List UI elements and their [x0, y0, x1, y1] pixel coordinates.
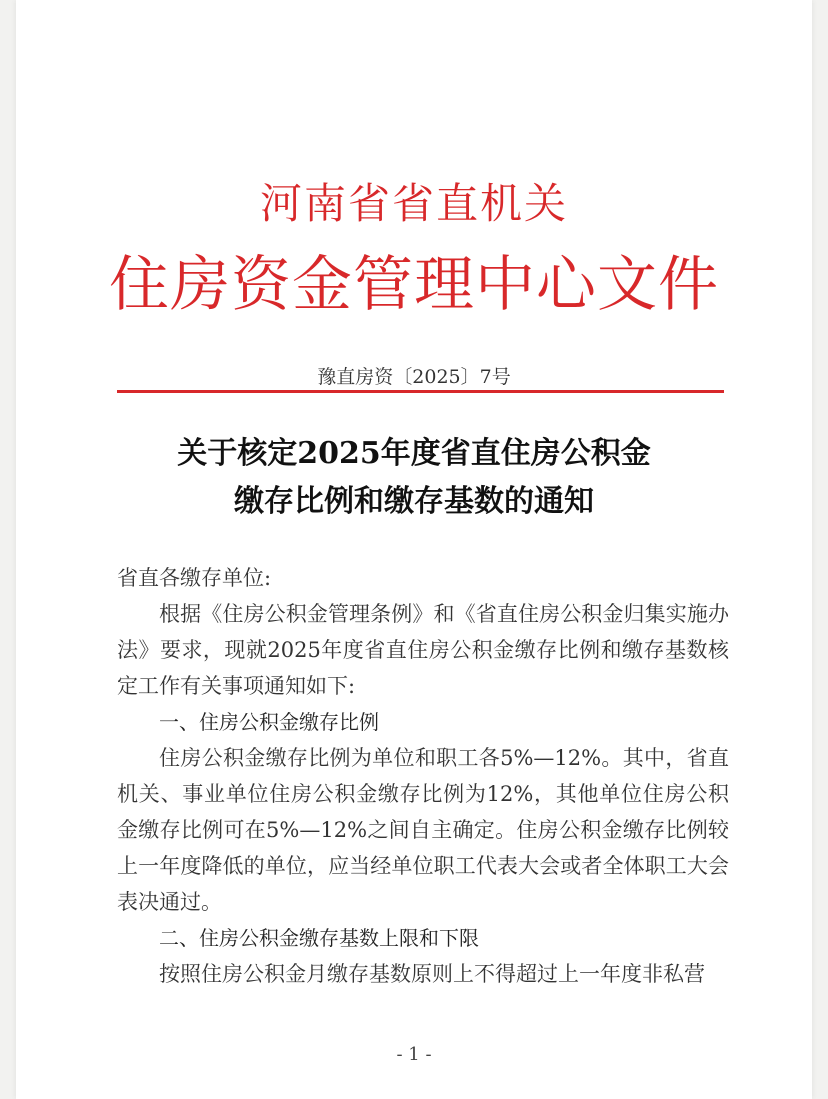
section1-paragraph: 住房公积金缴存比例为单位和职工各5%—12%。其中，省直机关、事业单位住房公积金缴存比例为12%，其他单位住房公积金缴存比例可在5%—12%之间自主确定。住房公积金缴存比例较上一年度降低的单位，应当经单位职工代表大会或者全体职工大会表决通过。	[117, 746, 729, 914]
document-title	[0, 430, 828, 526]
issuer-name-line1: 河南省省直机关	[259, 179, 568, 228]
issuer-name-line2: 住房资金管理中心文件	[109, 250, 719, 320]
intro-paragraph: 根据《住房公积金管理条例》和《省直住房公积金归集实施办法》要求，现就2025年度省直住房公积金缴存比例和缴存基数核定工作有关事项通知如下:	[117, 602, 729, 698]
document-body	[117, 560, 729, 992]
title-line2: 缴存比例和缴存基数的通知	[234, 484, 594, 519]
section1-heading: 一、住房公积金缴存比例	[159, 710, 379, 734]
salutation: 省直各缴存单位:	[117, 566, 272, 590]
title-line1: 关于核定2025年度省直住房公积金	[177, 436, 651, 471]
section2-paragraph: 按照住房公积金月缴存基数原则上不得超过上一年度非私营	[159, 962, 705, 986]
section2-heading: 二、住房公积金缴存基数上限和下限	[159, 926, 479, 950]
red-divider-line	[117, 390, 724, 393]
document-number: 豫直房资〔2025〕7号	[317, 366, 511, 388]
page-number: - 1 -	[396, 1044, 432, 1065]
